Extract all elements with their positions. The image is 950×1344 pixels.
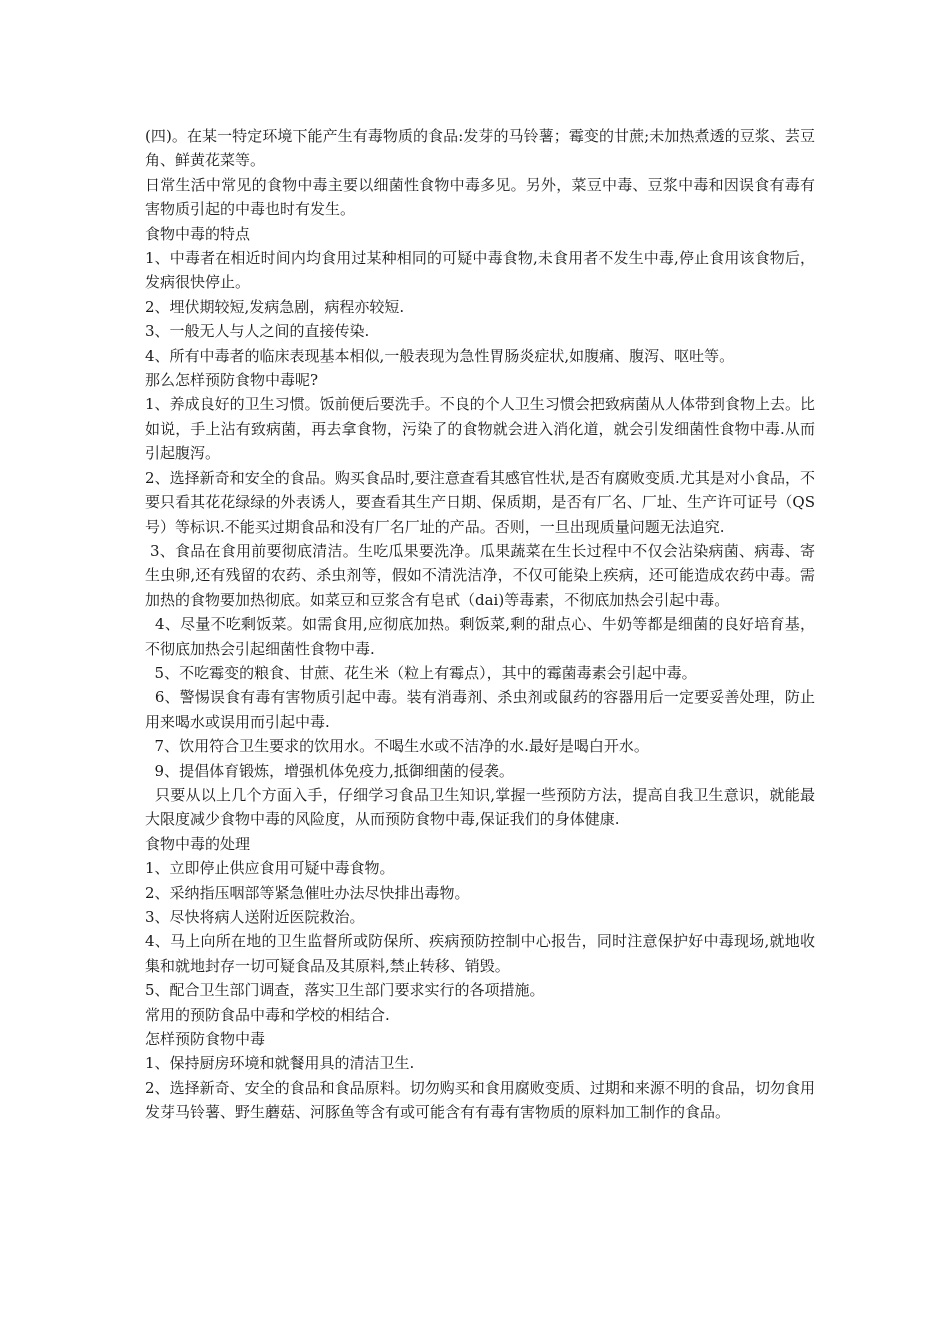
prevention-item-2: 2、选择新奇和安全的食品。购买食品时,要注意查看其感官性状,是否有腐败变质.尤其是对小食品，不要只看其花花绿绿的外表诱人，要查看其生产日期、保质期，是否有厂名、厂址、生产许可证号（QS 号）等标识.不能买过期食品和没有厂名厂址的产品。否则，一旦出现质量问题无法追究. — [145, 468, 815, 536]
prevention-item-4: 4、尽量不吃剩饭菜。如需食用,应彻底加热。剩饭菜,剩的甜点心、牛奶等都是细菌的良好培育基，不彻底加热会引起细菌性食物中毒. — [145, 615, 815, 658]
prevention-item-9: 9、提倡体育锻炼，增强机体免疫力,抵御细菌的侵袭。 — [145, 761, 514, 780]
characteristic-item-3: 3、一般无人与人之间的直接传染. — [145, 322, 370, 341]
prevention-item-6: 6、警惕误食有毒有害物质引起中毒。装有消毒剂、杀虫剂或鼠药的容器用后一定要妥善处理，防止用来喝水或误用而引起中毒. — [145, 688, 815, 731]
handling-item-3: 3、尽快将病人送附近医院救治。 — [145, 908, 365, 926]
prevention-item-5: 5、不吃霉变的粮食、甘蔗、花生米（粒上有霉点），其中的霉菌毒素会引起中毒。 — [145, 663, 697, 682]
prevention-item-7: 7、饮用符合卫生要求的饮用水。不喝生水或不洁净的水.最好是喝白开水。 — [145, 737, 649, 756]
how-to-prevent-item-1: 1、保持厨房环境和就餐用具的清洁卫生. — [145, 1054, 415, 1073]
prevention-item-1: 1、养成良好的卫生习惯。饭前便后要洗手。不良的个人卫生习惯会把致病菌从人体带到食物上去。比如说，手上沾有致病菌，再去拿食物，污染了的食物就会进入消化道，就会引发细菌性食物中毒.从而引起腹泻。 — [145, 395, 815, 463]
characteristic-item-2: 2、埋伏期较短,发病急剧，病程亦较短. — [145, 297, 405, 316]
heading-prevention-question: 那么怎样预防食物中毒呢? — [145, 371, 319, 390]
characteristic-item-1: 1、中毒者在相近时间内均食用过某种相同的可疑中毒食物,未食用者不发生中毒,停止食用该食物后，发病很快停止。 — [145, 249, 815, 292]
handling-item-1: 1、立即停止供应食用可疑中毒食物。 — [145, 859, 395, 878]
handling-item-4: 4、马上向所在地的卫生监督所或防保所、疾病预防控制中心报告，同时注意保护好中毒现场,就地收集和就地封存一切可疑食品及其原料,禁止转移、销毁。 — [145, 932, 815, 975]
handling-item-5: 5、配合卫生部门调查，落实卫生部门要求实行的各项措施。 — [145, 981, 545, 1000]
handling-item-2: 2、采纳指压咽部等紧急催吐办法尽快排出毒物。 — [145, 883, 470, 902]
prevention-item-3: 3、食品在食用前要彻底清洁。生吃瓜果要洗净。瓜果蔬菜在生长过程中不仅会沾染病菌、病毒、寄生虫卵,还有残留的农药、杀虫剂等，假如不清洗洁净，不仅可能染上疾病，还可能造成农药中毒。需加热的食物要加热彻底。如菜豆和豆浆含有皂甙（dai)等毒素，不彻底加热会引起中毒。 — [145, 541, 815, 609]
prevention-summary: 只要从以上几个方面入手，仔细学习食品卫生知识,掌握一些预防方法，提高自我卫生意识，就能最大限度减少食物中毒的风险度，从而预防食物中毒,保证我们的身体健康. — [145, 785, 815, 829]
paragraph-common-poisoning: 日常生活中常见的食物中毒主要以细菌性食物中毒多见。另外，菜豆中毒、豆浆中毒和因误食有毒有害物质引起的中毒也时有发生。 — [145, 175, 815, 219]
heading-characteristics: 食物中毒的特点 — [145, 224, 251, 243]
document-body — [145, 124, 815, 1125]
paragraph-school-combination: 常用的预防食品中毒和学校的相结合. — [145, 1005, 390, 1024]
heading-how-to-prevent: 怎样预防食物中毒 — [145, 1030, 266, 1049]
heading-handling: 食物中毒的处理 — [145, 834, 251, 853]
characteristic-item-4: 4、所有中毒者的临床表现基本相似,一般表现为急性胃肠炎症状,如腹痛、腹泻、呕吐等。 — [145, 346, 735, 365]
how-to-prevent-item-2: 2、选择新奇、安全的食品和食品原料。切勿购买和食用腐败变质、过期和来源不明的食品，切勿食用发芽马铃薯、野生蘑菇、河豚鱼等含有或可能含有有毒有害物质的原料加工制作的食品。 — [145, 1078, 815, 1122]
paragraph-intro-type4: (四)。在某一特定环境下能产生有毒物质的食品:发芽的马铃薯；霉变的甘蔗;未加热煮透的豆浆、芸豆角、鲜黄花菜等。 — [145, 127, 815, 170]
